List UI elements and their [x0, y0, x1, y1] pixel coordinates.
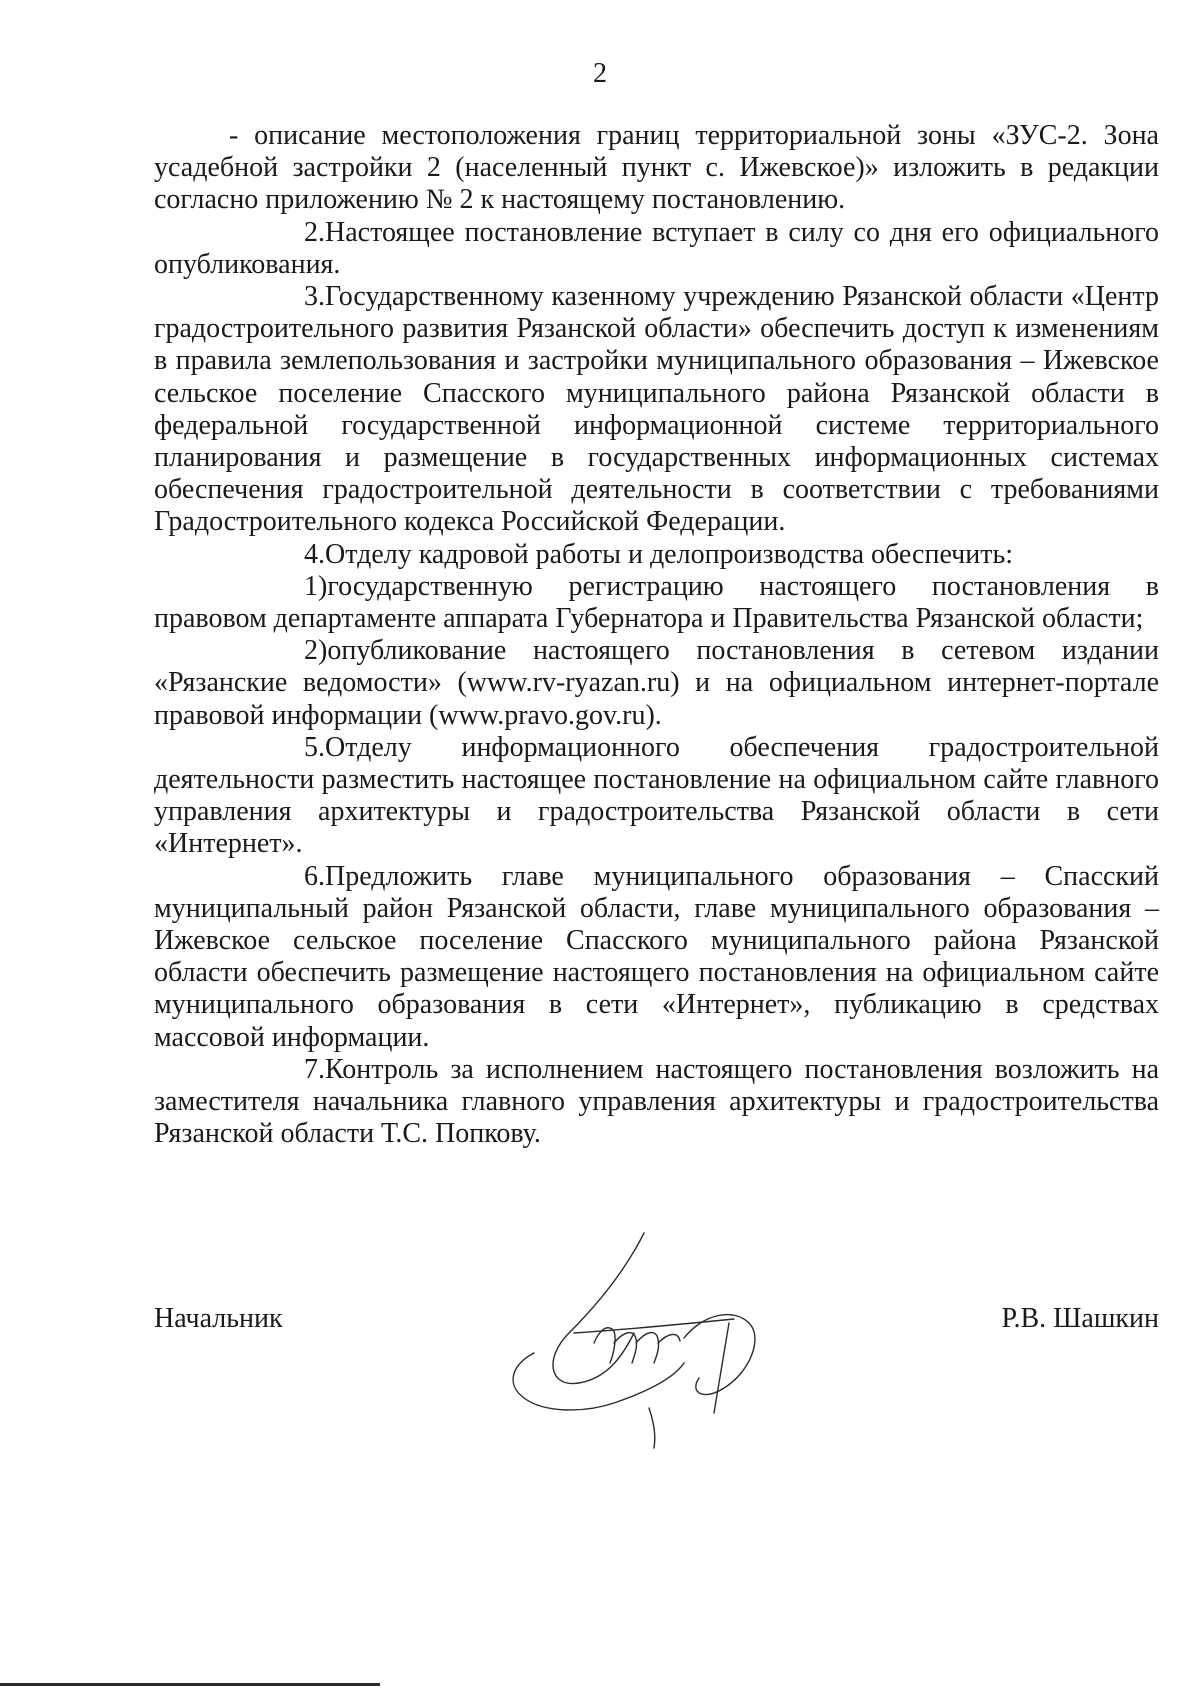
paragraph-number: 6.: [304, 860, 325, 892]
signatory-title: Начальник: [154, 1303, 283, 1334]
paragraph-7: [154, 1054, 1159, 1151]
paragraph-text: Настоящее постановление вступает в силу со дня его официального опубликования.: [154, 216, 1159, 280]
paragraph-6: [154, 861, 1159, 1054]
footer-rule: [0, 1683, 380, 1686]
paragraph-text: Отделу информационного обеспечения градостроительной деятельности разместить настоящее постановление на официальном сайте главного управления архитектуры и градостроительства Рязанской области в сети «Интернет».: [154, 731, 1159, 860]
paragraph-zone-description: [154, 120, 1159, 217]
paragraph-number: 2.: [304, 216, 325, 248]
paragraph-number: 5.: [304, 731, 325, 763]
paragraph-2: [154, 217, 1159, 281]
paragraph-number: 3.: [304, 281, 325, 313]
paragraph-number: 1): [304, 570, 328, 602]
document-body: [154, 120, 1159, 1151]
paragraph-text: Государственному казенному учреждению Рязанской области «Центр градостроительного развития Рязанской области» обеспечить доступ к изменениям в правила землепользования и застройки муниципального образования – Ижевское сельское поселение Спасского муниципального района Рязанской области в федеральной государственной информационной системе территориального планирования и размещение в государственных информационных системах обеспечения градостроительной деятельности в соответствии с требованиями Градостроительного кодекса Российской Федерации.: [154, 281, 1159, 538]
paragraph-5: [154, 732, 1159, 861]
paragraph-text: Предложить главе муниципального образования – Спасский муниципальный район Рязанской области, главе муниципального образования – Ижевское сельское поселение Спасского муниципального района Рязанской области обеспечить размещение настоящего постановления на официальном сайте муниципального образования в сети «Интернет», публикацию в средствах массовой информации.: [154, 860, 1159, 1053]
paragraph-text: - описание местоположения границ территориальной зоны «ЗУС-2. Зона усадебной застройки 2 (населенный пункт с. Ижевское)» изложить в редакции согласно приложению № 2 к настоящему постановлению.: [154, 120, 1159, 216]
paragraph-4-1: [154, 571, 1159, 635]
paragraph-number: 2): [304, 635, 328, 667]
paragraph-4-2: [154, 635, 1159, 732]
paragraph-number: 7.: [304, 1053, 325, 1085]
paragraph-number: 4.: [304, 538, 325, 570]
signature-block: [154, 1303, 1159, 1443]
signatory-name: Р.В. Шашкин: [1001, 1303, 1159, 1334]
paragraph-text: государственную регистрацию настоящего постановления в правовом департаменте аппарата Губернатора и Правительства Рязанской области;: [154, 570, 1159, 635]
paragraph-text: опубликование настоящего постановления в сетевом издании «Рязанские ведомости» (www.rv-ryazan.ru) и на официальном интернет-портале правовой информации (www.pravo.gov.ru).: [154, 635, 1159, 731]
paragraph-4: [154, 539, 1159, 571]
paragraph-text: Отделу кадровой работы и делопроизводства обеспечить:: [325, 538, 1014, 570]
page-number: 2: [593, 58, 607, 89]
handwritten-signature: [474, 1213, 804, 1453]
paragraph-text: Контроль за исполнением настоящего постановления возложить на заместителя начальника главного управления архитектуры и градостроительства Рязанской области Т.С. Попкову.: [154, 1053, 1159, 1150]
paragraph-3: [154, 281, 1159, 539]
